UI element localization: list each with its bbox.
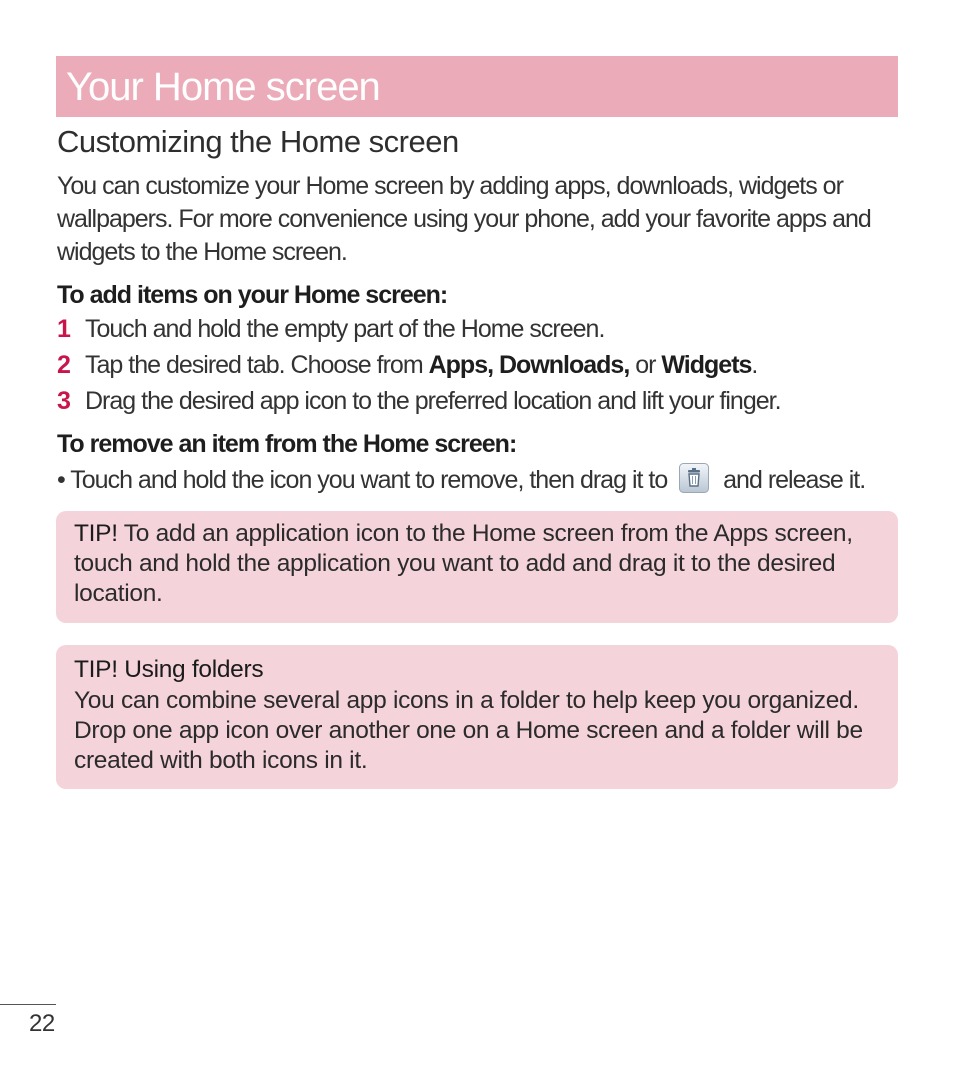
tip-line xyxy=(74,519,884,549)
step-number: 3 xyxy=(57,387,70,415)
tip-line: You can combine several app icons in a folder to help keep you organized. xyxy=(74,687,859,714)
tip-content xyxy=(74,519,884,609)
tip-line: touch and hold the application you want to add and drag it to the desired xyxy=(74,550,836,577)
apps-downloads-label: Apps, Downloads, xyxy=(428,351,630,379)
step-text: Drag the desired app icon to the preferred location and lift your finger. xyxy=(85,387,781,415)
folders-tip-box xyxy=(56,645,898,789)
page-number-rule xyxy=(0,1004,56,1005)
step-text: . xyxy=(751,351,758,379)
step-2 xyxy=(57,351,757,385)
tip-line: created with both icons in it. xyxy=(74,747,368,774)
remove-item-heading: To remove an item from the Home screen: xyxy=(57,430,517,458)
intro-line: wallpapers. For more convenience using your phone, add your favorite apps and xyxy=(57,205,871,233)
remove-text: and release it. xyxy=(723,466,866,494)
trash-icon xyxy=(679,463,709,493)
remove-text: Touch and hold the icon you want to remove, then drag it to xyxy=(70,466,668,494)
intro-line: You can customize your Home screen by adding apps, downloads, widgets or xyxy=(57,172,843,200)
step-number: 1 xyxy=(57,315,70,343)
page-title: Your Home screen xyxy=(66,65,380,109)
tip-label: TIP! xyxy=(74,520,118,547)
bullet: • xyxy=(57,466,65,494)
step-3 xyxy=(57,387,781,421)
step-number: 2 xyxy=(57,351,70,379)
step-1 xyxy=(57,315,604,349)
tip-text: To add an application icon to the Home screen from the Apps screen, xyxy=(117,520,853,547)
section-heading: Customizing the Home screen xyxy=(57,124,459,159)
tip-label: TIP! Using folders xyxy=(74,656,264,683)
step-text: or xyxy=(629,351,662,379)
page-title-bar xyxy=(56,56,898,117)
remove-instruction xyxy=(57,466,865,496)
intro-line: widgets to the Home screen. xyxy=(57,238,347,266)
widgets-label: Widgets xyxy=(661,351,752,379)
tip-box xyxy=(56,511,898,623)
tip-content xyxy=(74,654,884,776)
intro-paragraph xyxy=(57,170,877,269)
tip-line: Drop one app icon over another one on a Home screen and a folder will be xyxy=(74,717,863,744)
page-number: 22 xyxy=(29,1010,55,1037)
step-text: Tap the desired tab. Choose from xyxy=(85,351,429,379)
add-items-heading: To add items on your Home screen: xyxy=(57,281,448,309)
step-text: Touch and hold the empty part of the Home screen. xyxy=(85,315,605,343)
tip-line: location. xyxy=(74,580,163,607)
